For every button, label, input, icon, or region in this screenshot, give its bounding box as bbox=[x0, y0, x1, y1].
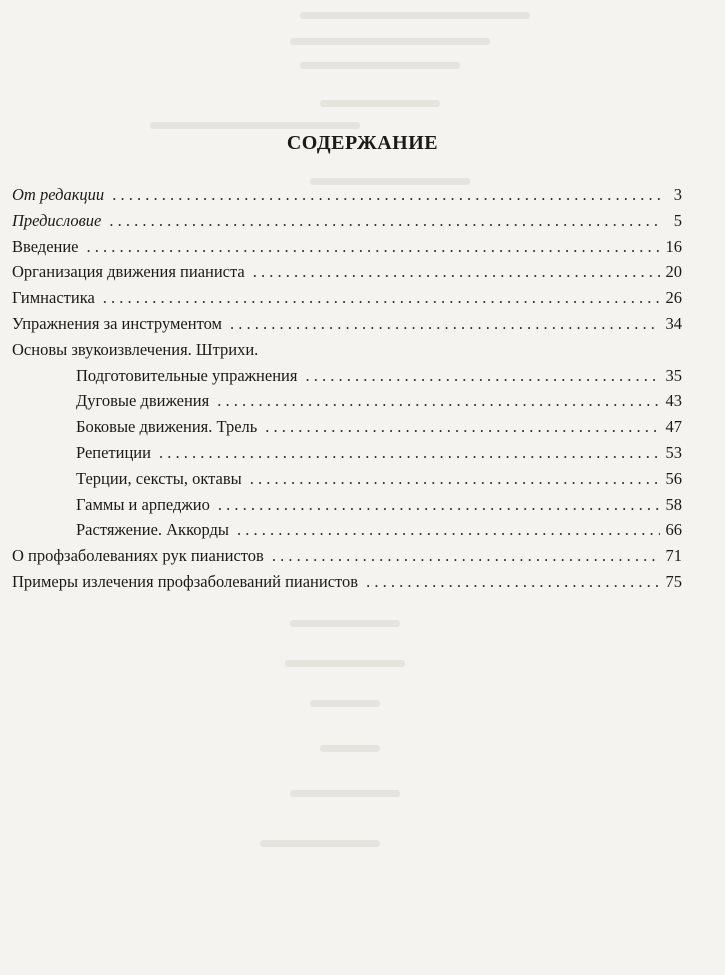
toc-entry-title: Растяжение. Аккорды bbox=[76, 520, 230, 540]
toc-entry bbox=[12, 466, 682, 492]
toc-page-number: 35 bbox=[665, 365, 682, 385]
toc-page-number: 66 bbox=[665, 520, 682, 540]
toc-page-number: 75 bbox=[665, 571, 682, 591]
toc-entry bbox=[12, 208, 682, 234]
bleed-through bbox=[320, 100, 440, 107]
toc-entry bbox=[12, 492, 682, 518]
toc-entry-title: Введение bbox=[12, 236, 79, 256]
toc-page-number: 47 bbox=[665, 417, 682, 437]
toc-entry bbox=[12, 388, 682, 414]
toc-page-number: 5 bbox=[673, 210, 682, 230]
bleed-through bbox=[285, 660, 405, 667]
toc-entry-title: О профзаболеваниях рук пианистов bbox=[12, 546, 264, 566]
toc-leader-dots bbox=[272, 543, 660, 569]
toc-leader-dots bbox=[230, 311, 660, 337]
table-of-contents bbox=[12, 182, 682, 595]
toc-entry-title: Упражнения за инструментом bbox=[12, 313, 222, 333]
toc-entry bbox=[12, 440, 682, 466]
toc-leader-dots bbox=[87, 234, 660, 260]
toc-entry bbox=[12, 337, 682, 363]
toc-entry-title: Организация движения пианиста bbox=[12, 262, 245, 282]
toc-entry bbox=[12, 569, 682, 595]
bleed-through bbox=[290, 790, 400, 797]
toc-entry bbox=[12, 234, 682, 260]
toc-page-number: 3 bbox=[673, 185, 682, 204]
page-title: СОДЕРЖАНИЕ bbox=[286, 132, 439, 154]
toc-page-number: 56 bbox=[665, 468, 682, 488]
bleed-through bbox=[300, 12, 530, 19]
toc-leader-dots bbox=[103, 285, 660, 311]
toc-leader-dots bbox=[305, 363, 660, 389]
toc-page-number: 71 bbox=[665, 546, 682, 566]
bleed-through bbox=[290, 620, 400, 627]
toc-entry-title: Терции, сексты, октавы bbox=[76, 468, 242, 488]
toc-entry-title: Боковые движения. Трель bbox=[76, 417, 258, 437]
toc-page-number: 16 bbox=[665, 236, 682, 256]
toc-page-number: 26 bbox=[665, 288, 682, 308]
toc-leader-dots bbox=[366, 569, 660, 595]
toc-leader-dots bbox=[250, 466, 660, 492]
toc-leader-dots bbox=[217, 388, 660, 414]
toc-page-number: 43 bbox=[665, 391, 682, 411]
toc-page-number: 34 bbox=[665, 313, 682, 333]
toc-page-number: 58 bbox=[665, 494, 682, 514]
toc-leader-dots bbox=[109, 208, 660, 234]
bleed-through bbox=[320, 745, 380, 752]
toc-entry-title: Основы звукоизвлечения. Штрихи. bbox=[12, 339, 259, 359]
toc-entry-title: Гаммы и арпеджио bbox=[76, 494, 210, 514]
toc-entry bbox=[12, 363, 682, 389]
toc-entry bbox=[12, 285, 682, 311]
toc-entry-title: Гимнастика bbox=[12, 288, 95, 308]
toc-entry-title: Примеры излечения профзаболеваний пианистов bbox=[12, 571, 359, 591]
toc-leader-dots bbox=[112, 182, 660, 208]
toc-entry bbox=[12, 311, 682, 337]
toc-leader-dots bbox=[237, 517, 660, 543]
toc-entry-title: Подготовительные упражнения bbox=[76, 365, 298, 385]
toc-leader-dots bbox=[159, 440, 660, 466]
toc-entry bbox=[12, 543, 682, 569]
bleed-through bbox=[300, 62, 460, 69]
toc-entry-title: Репетиции bbox=[76, 442, 151, 462]
toc-leader-dots bbox=[265, 414, 660, 440]
bleed-through bbox=[310, 700, 380, 707]
toc-entry bbox=[12, 259, 682, 285]
toc-entry bbox=[12, 414, 682, 440]
toc-page-number: 53 bbox=[665, 442, 682, 462]
bleed-through bbox=[260, 840, 380, 847]
toc-leader-dots bbox=[253, 259, 660, 285]
toc-entry-title: От редакции bbox=[12, 185, 105, 204]
bleed-through bbox=[290, 38, 490, 45]
toc-leader-dots bbox=[218, 492, 660, 518]
toc-entry-title: Дуговые движения bbox=[76, 391, 210, 411]
toc-entry-title: Предисловие bbox=[12, 210, 102, 230]
toc-entry bbox=[12, 182, 682, 208]
bleed-through bbox=[150, 122, 360, 129]
toc-entry bbox=[12, 517, 682, 543]
toc-page-number: 20 bbox=[665, 262, 682, 282]
